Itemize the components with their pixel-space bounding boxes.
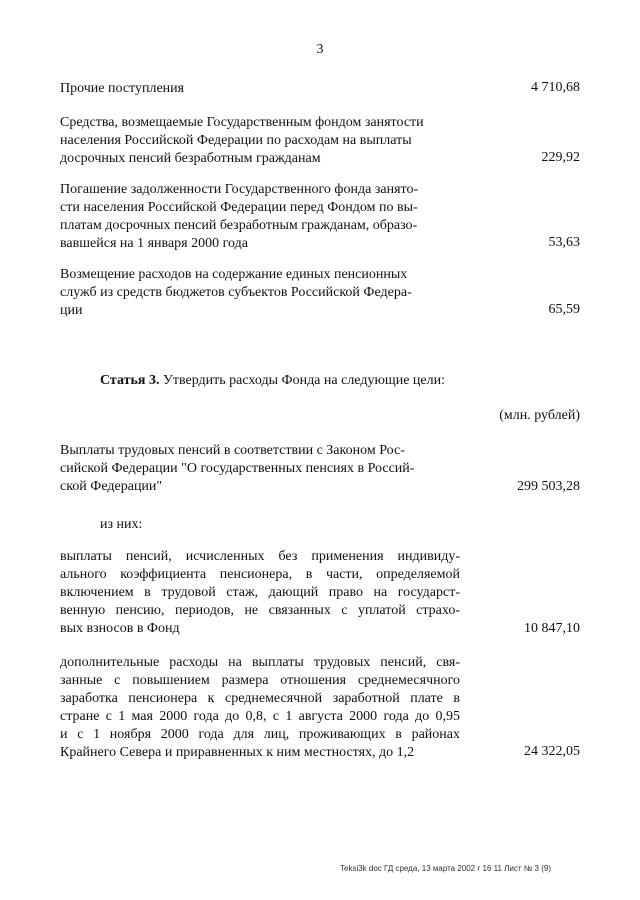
item-amount: 53,63 [548, 235, 580, 250]
income-item-employment-fund [60, 114, 580, 170]
income-item-other [60, 80, 580, 100]
income-item-debt-repayment [60, 181, 580, 255]
item-amount: 65,59 [548, 302, 580, 317]
text-line: Возмещение расходов на содержание единых пенсионных [60, 267, 408, 282]
text-line: стране с 1 мая 2000 года до 0,8, с 1 августа 2000 года до 0,95 [60, 709, 460, 724]
expense-item-additional [60, 654, 580, 764]
income-item-pension-services [60, 266, 580, 322]
of-which-label: из них: [100, 517, 143, 532]
article-heading [100, 373, 445, 389]
expense-item-labor-pensions [60, 442, 580, 498]
text-line: Прочие поступления [60, 81, 185, 96]
document-footer: Teksi3k doc ГД среда, 13 марта 2002 г 16 11 Лист № 3 (9) [340, 864, 551, 873]
item-text [60, 114, 460, 168]
item-text [60, 80, 460, 98]
item-text [60, 181, 460, 253]
text-line: ции [60, 303, 83, 318]
text-line: заработка пенсионера к среднемесячной заработной плате в [60, 691, 460, 706]
text-line: служб из средств бюджетов субъектов Российской Федера- [60, 285, 412, 300]
text-line: дополнительные расходы на выплаты трудовых пенсий, свя- [60, 655, 460, 670]
item-amount: 24 322,05 [524, 744, 580, 759]
text-line: досрочных пенсий безработным гражданам [60, 151, 321, 166]
text-line: выплаты пенсий, исчисленных без применения индивиду- [60, 549, 460, 564]
item-amount: 299 503,28 [517, 479, 580, 494]
item-text [60, 442, 460, 496]
text-line: платам досрочных пенсий безработным гражданам, образо- [60, 218, 418, 233]
unit-label: (млн. рублей) [499, 408, 580, 423]
text-line: ской Федерации" [60, 479, 163, 494]
text-line: включением в трудовой стаж, дающий право на государст- [60, 585, 460, 600]
text-line: Крайнего Севера и приравненных к ним местностях, до 1,2 [60, 745, 415, 760]
text-line: Выплаты трудовых пенсий в соответствии с Законом Рос- [60, 443, 405, 458]
article-label: Статья 3. [100, 373, 160, 388]
text-line: Погашение задолженности Государственного фонда занято- [60, 182, 419, 197]
text-line: сти населения Российской Федерации перед Фондом по вы- [60, 200, 418, 215]
item-text [60, 548, 460, 638]
text-line: сийской Федерации "О государственных пенсиях в Россий- [60, 461, 415, 476]
page-number: 3 [316, 42, 324, 57]
text-line: занные с повышением размера отношения среднемесячного [60, 673, 460, 688]
item-amount: 229,92 [541, 150, 580, 165]
item-amount: 4 710,68 [531, 80, 580, 95]
text-line: вавшейся на 1 января 2000 года [60, 236, 248, 251]
text-line: венную пенсию, периодов, не связанных с уплатой страхо- [60, 603, 460, 618]
text-line: ального коэффициента пенсионера, в части, определяемой [60, 567, 460, 582]
item-text [60, 654, 460, 762]
article-text: Утвердить расходы Фонда на следующие цели: [159, 373, 445, 388]
expense-item-without-coefficient [60, 548, 580, 640]
text-line: Средства, возмещаемые Государственным фондом занятости [60, 115, 424, 130]
text-line: вых взносов в Фонд [60, 621, 180, 636]
text-line: населения Российской Федерации по расходам на выплаты [60, 133, 412, 148]
item-amount: 10 847,10 [524, 621, 580, 636]
item-text [60, 266, 460, 320]
text-line: и с 1 ноября 2000 года для лиц, проживающих в районах [60, 727, 460, 742]
